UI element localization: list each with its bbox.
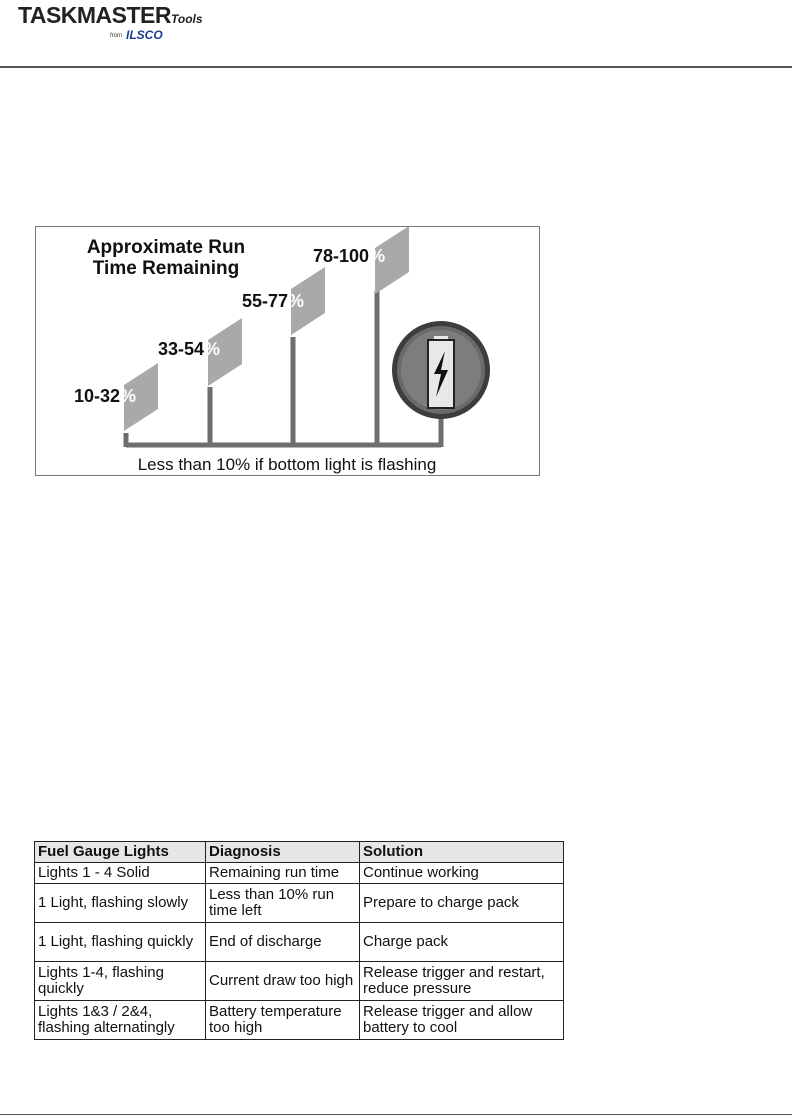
diagnosis-cell: End of discharge — [206, 923, 360, 962]
lights-cell: Lights 1-4, flashing quickly — [35, 962, 206, 1001]
run-time-figure — [35, 226, 540, 476]
figure-caption: Less than 10% if bottom light is flashing — [137, 455, 437, 474]
figure-title-line-2: Time Remaining — [92, 258, 240, 279]
logo-brand-text: ILSCO — [126, 28, 163, 42]
solution-cell: Release trigger and allow battery to cool — [360, 1001, 564, 1040]
diagnosis-cell: Current draw too high — [206, 962, 360, 1001]
header-divider — [0, 66, 792, 68]
table-row — [35, 863, 564, 884]
lights-cell: 1 Light, flashing quickly — [35, 923, 206, 962]
table-row — [35, 923, 564, 962]
solution-cell: Continue working — [360, 863, 564, 884]
solution-cell: Prepare to charge pack — [360, 884, 564, 923]
table-row — [35, 1001, 564, 1040]
logo-from-text: from — [110, 33, 122, 39]
level-2-label: 33-54% — [158, 339, 221, 359]
logo-wordmark: TASKMASTER — [18, 2, 172, 28]
table-header-row — [35, 842, 564, 863]
level-1-label: 10-32% — [74, 386, 137, 406]
lights-cell: Lights 1 - 4 Solid — [35, 863, 206, 884]
footer-divider — [0, 1114, 792, 1115]
diagnosis-cell: Less than 10% run time left — [206, 884, 360, 923]
lights-cell: 1 Light, flashing slowly — [35, 884, 206, 923]
taskmaster-logo — [18, 2, 203, 42]
battery-lightning-icon — [392, 321, 490, 419]
figure-title-line-1: Approximate Run — [86, 237, 246, 258]
logo-tools-text: Tools — [171, 12, 203, 26]
table-row — [35, 962, 564, 1001]
lights-cell: Lights 1&3 / 2&4, flashing alternatingly — [35, 1001, 206, 1040]
solution-cell: Charge pack — [360, 923, 564, 962]
table-row — [35, 884, 564, 923]
level-4-label: 78-100% — [313, 246, 386, 266]
diagnosis-cell: Battery temperature too high — [206, 1001, 360, 1040]
solution-cell: Release trigger and restart, reduce pressure — [360, 962, 564, 1001]
column-header: Solution — [360, 842, 564, 863]
column-header: Diagnosis — [206, 842, 360, 863]
level-3-label: 55-77% — [242, 291, 305, 311]
fuel-gauge-table — [34, 841, 564, 1040]
column-header: Fuel Gauge Lights — [35, 842, 206, 863]
diagnosis-cell: Remaining run time — [206, 863, 360, 884]
